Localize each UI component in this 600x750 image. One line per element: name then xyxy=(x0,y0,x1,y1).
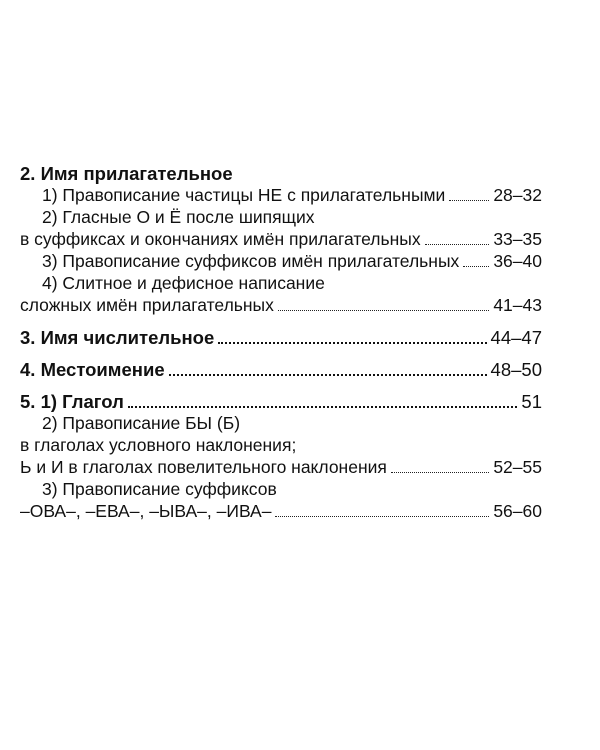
dot-leader xyxy=(275,516,489,517)
entry-label: –ОВА–, –ЕВА–, –ЫВА–, –ИВА– xyxy=(20,501,272,521)
section-title: 4. Местоимение xyxy=(20,359,165,380)
dot-leader xyxy=(278,310,489,311)
table-of-contents xyxy=(20,163,542,523)
page-range: 33–35 xyxy=(493,229,542,249)
dot-leader xyxy=(169,374,487,376)
page-range: 41–43 xyxy=(493,295,542,315)
page-range: 36–40 xyxy=(493,251,542,271)
dot-leader xyxy=(463,266,489,267)
section-heading xyxy=(20,163,542,185)
toc-entry-line xyxy=(20,273,542,295)
section-heading xyxy=(20,327,542,349)
entry-label: 3) Правописание суффиксов имён прилагательных xyxy=(42,251,460,271)
dot-leader xyxy=(425,244,490,245)
entry-label: 1) Правописание частицы НЕ с прилагательными xyxy=(42,185,446,205)
toc-entry-line xyxy=(20,479,542,501)
toc-entry-line xyxy=(20,413,542,435)
entry-label: 2) Правописание БЫ (Б) xyxy=(42,413,241,433)
section-title: 5. 1) Глагол xyxy=(20,391,124,412)
dot-leader xyxy=(128,406,518,408)
dot-leader xyxy=(218,342,486,344)
page-range: 48–50 xyxy=(490,359,542,380)
section-heading xyxy=(20,359,542,381)
page-range: 56–60 xyxy=(493,501,542,521)
toc-entry-line xyxy=(20,207,542,229)
entry-label: в глаголах условного наклонения; xyxy=(20,435,297,455)
toc-entry xyxy=(20,185,542,207)
entry-label: сложных имён прилагательных xyxy=(20,295,274,315)
entry-label: 3) Правописание суффиксов xyxy=(42,479,277,499)
entry-label: в суффиксах и окончаниях имён прилагательных xyxy=(20,229,421,249)
dot-leader xyxy=(391,472,489,473)
section-title: 3. Имя числительное xyxy=(20,327,215,348)
entry-label: 2) Гласные О и Ё после шипящих xyxy=(42,207,315,227)
toc-entry xyxy=(20,251,542,273)
toc-entry xyxy=(20,457,542,479)
page-range: 52–55 xyxy=(493,457,542,477)
page-range: 28–32 xyxy=(493,185,542,205)
section-heading xyxy=(20,391,542,413)
toc-entry xyxy=(20,501,542,523)
toc-entry-line xyxy=(20,435,542,457)
toc-entry xyxy=(20,295,542,317)
dot-leader xyxy=(449,200,489,201)
page-range: 51 xyxy=(521,391,542,412)
entry-label: 4) Слитное и дефисное написание xyxy=(42,273,325,293)
toc-entry xyxy=(20,229,542,251)
entry-label: Ь и И в глаголах повелительного наклонения xyxy=(20,457,387,477)
section-title: 2. Имя прилагательное xyxy=(20,163,233,184)
page-range: 44–47 xyxy=(490,327,542,348)
